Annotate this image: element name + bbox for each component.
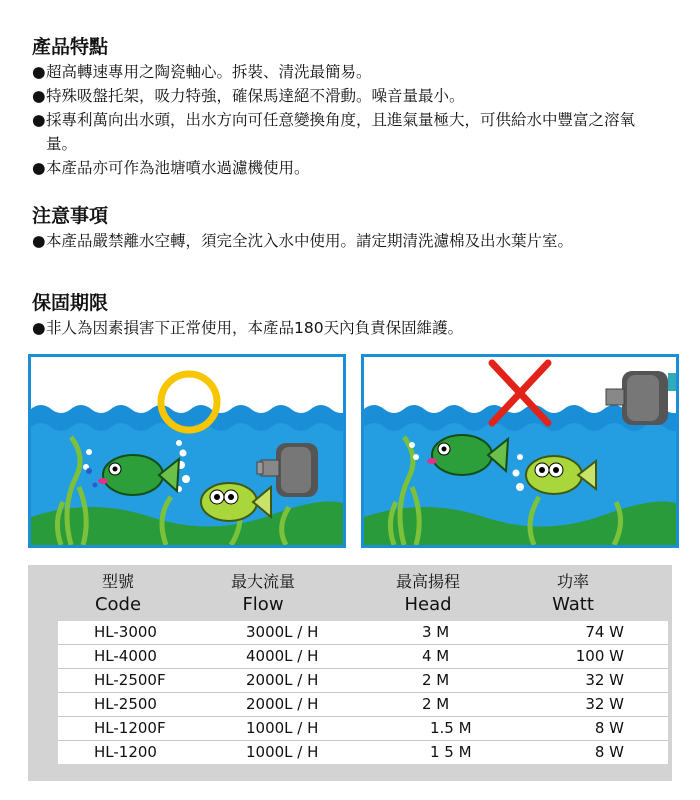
bullet-icon: ● (32, 111, 46, 129)
table-row: HL-3000 3000L / H 3 M 74 W (58, 621, 668, 645)
header-flow: 最大流量 Flow (230, 572, 295, 615)
bullet-icon: ● (32, 63, 46, 81)
warranty-title: 保固期限 (32, 292, 109, 314)
incorrect-usage-illustration (361, 354, 679, 548)
header-code: 型號 Code (94, 572, 142, 615)
bullet-icon: ● (32, 232, 46, 250)
table-row: HL-4000 4000L / H 4 M 100 W (58, 645, 668, 669)
note-item: ● 本產品嚴禁離水空轉，須完全沈入水中使用。請定期清洗濾棉及出水葉片室。 (32, 229, 666, 253)
feature-item: ● 超高轉速專用之陶瓷軸心。拆裝、清洗最簡易。 (32, 60, 672, 84)
spec-table-header (28, 565, 672, 621)
table-row: HL-2500 2000L / H 2 M 32 W (58, 693, 668, 717)
warranty-item: ● 非人為因素損害下正常使用，本產品180天內負責保固維護。 (32, 316, 672, 340)
spec-table (28, 565, 672, 781)
header-watt: 功率 Watt (552, 572, 594, 615)
table-row: HL-1200F 1000L / H 1.5 M 8 W (58, 717, 668, 741)
feature-item: ● 特殊吸盤托架，吸力特強，確保馬達絕不滑動。噪音量最小。 (32, 84, 672, 108)
bullet-icon: ● (32, 319, 46, 337)
feature-item: ● 本產品亦可作為池塘噴水過濾機使用。 (32, 156, 672, 180)
table-row: HL-2500F 2000L / H 2 M 32 W (58, 669, 668, 693)
feature-item: ● 採專利萬向出水頭，出水方向可任意變換角度，且進氣量極大，可供給水中豐富之溶氧量。 (32, 108, 661, 156)
warranty-section (32, 290, 672, 340)
bullet-icon: ● (32, 87, 46, 105)
correct-usage-illustration (28, 354, 346, 548)
features-title: 產品特點 (32, 36, 109, 58)
notes-section (32, 203, 672, 253)
features-section (32, 34, 672, 180)
table-row: HL-1200 1000L / H 1 5 M 8 W (94, 743, 624, 761)
spec-table-body (58, 621, 668, 764)
notes-title: 注意事項 (32, 205, 109, 227)
bullet-icon: ● (32, 159, 46, 177)
header-head: 最高揚程 Head (395, 572, 460, 615)
